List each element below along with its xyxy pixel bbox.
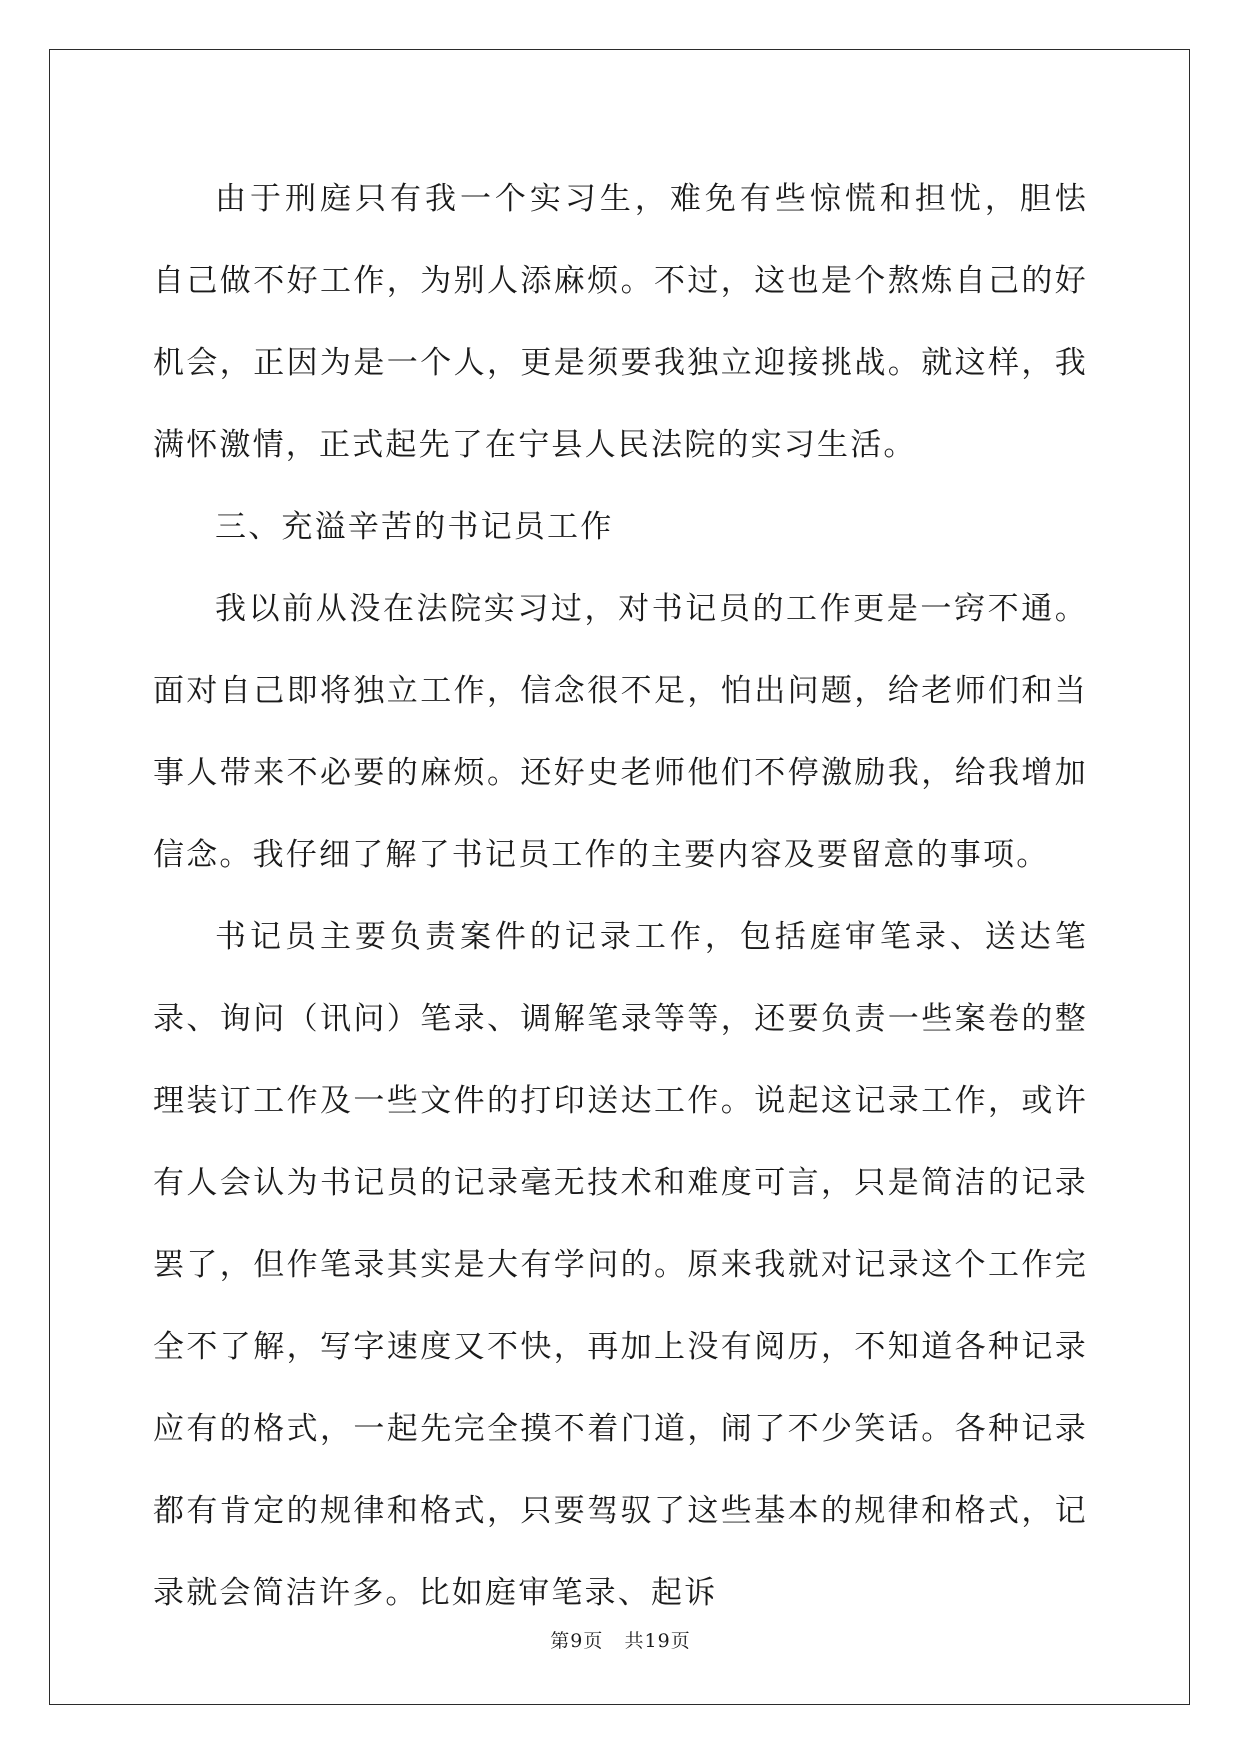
paragraph-intern-worry: 由于刑庭只有我一个实习生，难免有些惊慌和担忧，胆怯 自己做不好工作，为别人添麻烦。不过，这也是个熬炼自己的好机会，正因为是一个人，更是须要我独立迎接挑战。就这样，我满怀激情，正式起先了在宁县人民法院的实习生活。 [153, 181, 1122, 463]
paragraph-clerk-intro: 我以前从没在法院实习过，对书记员的工作更是一窍不通。面对自己即将独立工作，信念很不足，怕出问题，给老师们和当事人带来不必要的麻烦。还好史老师他们不停激励我，给我增加信念。我仔细了解了书记员工作的主要内容及要留意的事项。 [153, 591, 1088, 873]
paragraph-clerk-duties: 书记员主要负责案件的记录工作，包括庭审笔录、送达笔录、询问（讯问）笔录、调解笔录等等，还要负责一些案卷的整理装订工作及一些文件的打印送达工作。说起这记录工作，或许有人会认为书记员的记录毫无技术和难度可言，只是简洁的记录罢了，但作笔录其实是大有学问的。原来我就对记录这个工作完全不了解，写字速度又不快，再加上没有阅历，不知道各种记录应有的格式，一起先完全摸不着门道，闹了不少笑话。各种记录都有肯定的规律和格式，只要驾驭了这些基本的规律和格式，记录就会简洁许多。比如庭审笔录、起诉 [153, 919, 1088, 1611]
page-footer [0, 1626, 1241, 1653]
page-number: 第9页 [550, 1630, 604, 1652]
document-body [153, 158, 1122, 1634]
page-total: 共19页 [624, 1630, 691, 1652]
section-heading: 三、充溢辛苦的书记员工作 [215, 509, 614, 545]
